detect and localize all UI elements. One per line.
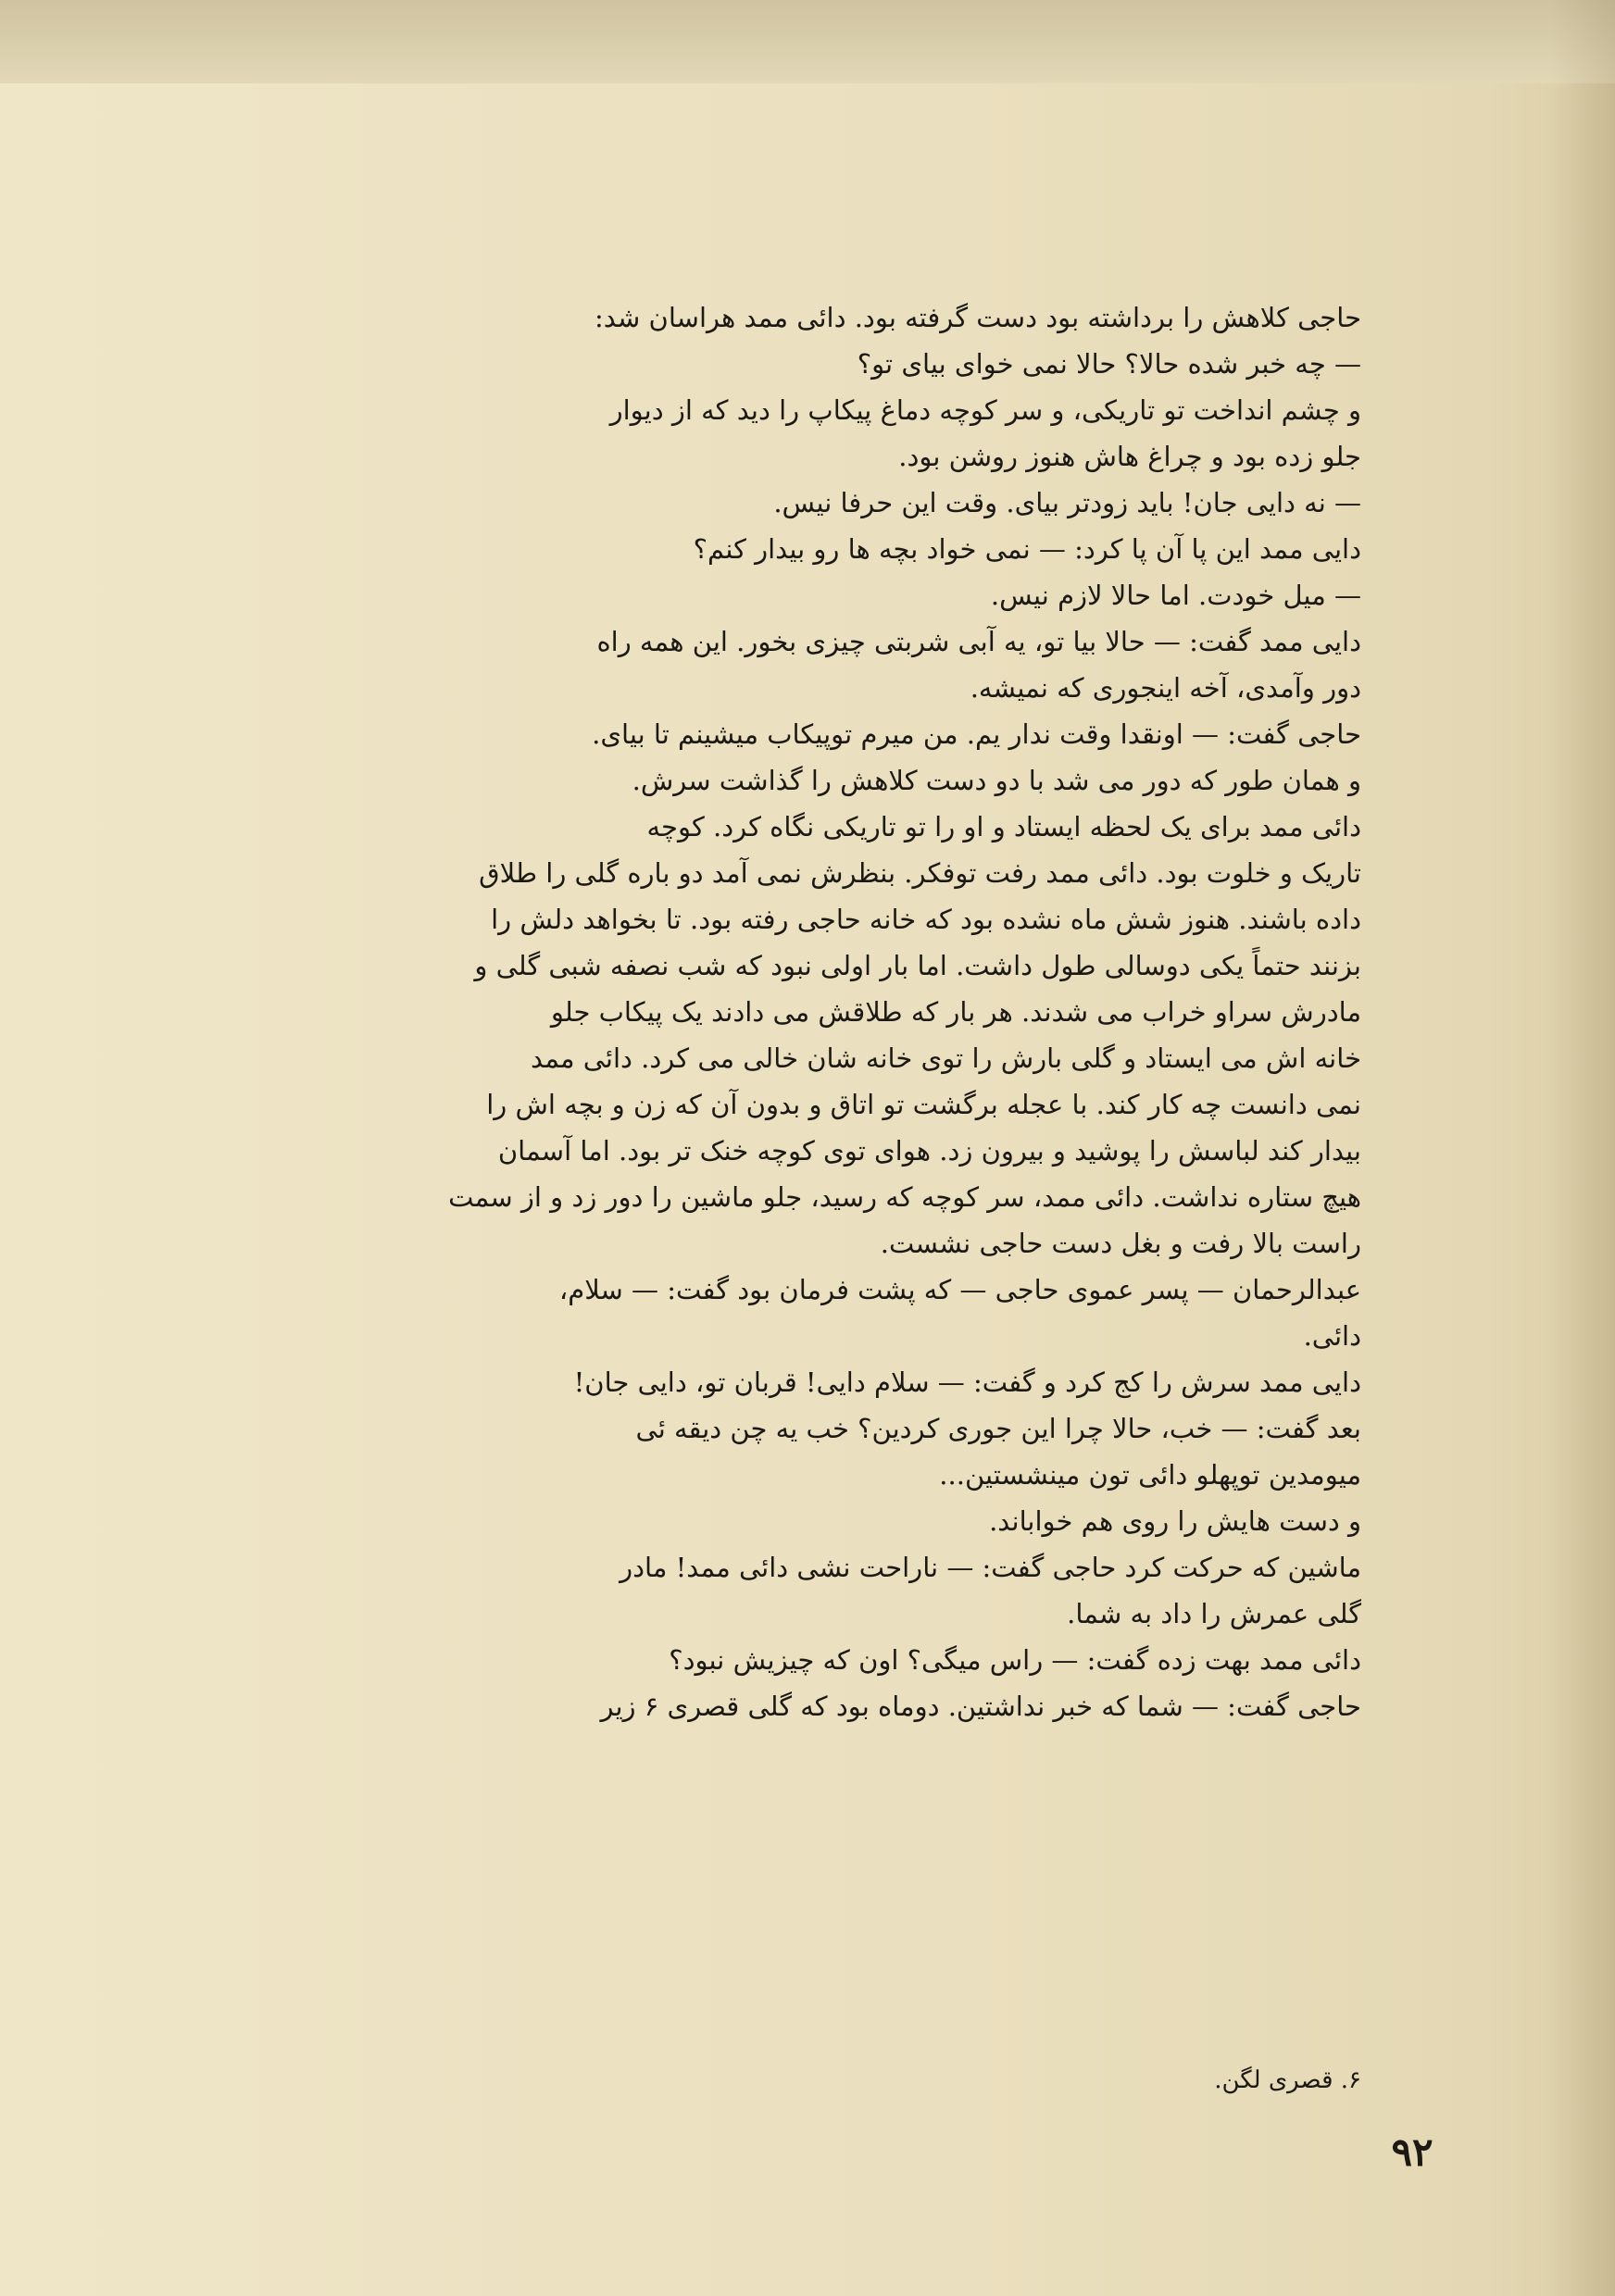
text-line: حاجی کلاهش را برداشته بود دست گرفته بود. دائی ممد هراسان شد: (595, 302, 1361, 333)
text-line: — نه دایی جان! باید زودتر بیای. وقت این حرفا نیس. (773, 487, 1361, 518)
text-line: حاجی گفت: — اونقدا وقت ندار یم. من میرم توپیکاب میشینم تا بیای. (592, 718, 1361, 750)
text-line: دائی ممد برای یک لحظه ایستاد و او را تو تاریکی نگاه کرد. کوچه (646, 811, 1361, 842)
text-line: — چه خبر شده حالا؟ حالا نمی خوای بیای تو؟ (857, 348, 1361, 380)
text-line: خانه اش می ایستاد و گلی بارش را توی خانه شان خالی می کرد. دائی ممد (531, 1042, 1361, 1074)
page-number: ۹۲ (1391, 2129, 1433, 2175)
text-line: راست بالا رفت و بغل دست حاجی نشست. (880, 1228, 1361, 1259)
text-line: دایی ممد گفت: — حالا بیا تو، یه آبی شربتی چیزی بخور. این همه راه (596, 626, 1361, 657)
text-line: تاریک و خلوت بود. دائی ممد رفت توفکر. بنظرش نمی آمد دو باره گلی را طلاق (479, 857, 1361, 889)
text-line: مادرش سراو خراب می شدند. هر بار که طلاقش می دادند یک پیکاب جلو (550, 996, 1361, 1028)
text-line: هیچ ستاره نداشت. دائی ممد، سر کوچه که رسید، جلو ماشین را دور زد و از سمت (448, 1181, 1361, 1213)
page-edge-shadow (1550, 0, 1615, 2296)
text-line: میومدین توپهلو دائی تون مینشستین... (939, 1459, 1361, 1491)
text-line: دایی ممد این پا آن پا کرد: — نمی خواد بچه ها رو بیدار کنم؟ (693, 533, 1361, 565)
text-line: دائی. (1303, 1320, 1361, 1352)
text-line: گلی عمرش را داد به شما. (1067, 1598, 1361, 1629)
text-line: داده باشند. هنوز شش ماه نشده بود که خانه حاجی رفته بود. تا بخواهد دلش را (491, 904, 1361, 935)
text-line: دائی ممد بهت زده گفت: — راس میگی؟ اون که چیزیش نبود؟ (669, 1644, 1361, 1676)
page-top-shadow (0, 0, 1615, 83)
text-line: دور وآمدی، آخه اینجوری که نمیشه. (970, 672, 1361, 704)
text-line: بزنند حتماً یکی دوسالی طول داشت. اما بار اولی نبود که شب نصفه شبی گلی و (474, 950, 1361, 981)
text-line: ماشین که حرکت کرد حاجی گفت: — ناراحت نشی دائی ممد! مادر (620, 1552, 1361, 1583)
body-text (264, 294, 1361, 1729)
footnote: ۶. قصری لگن. (1214, 2066, 1361, 2094)
text-line: نمی دانست چه کار کند. با عجله برگشت تو اتاق و بدون آن که زن و بچه اش را (486, 1089, 1361, 1120)
text-line: جلو زده بود و چراغ هاش هنوز روشن بود. (898, 441, 1361, 472)
text-line: و دست هایش را روی هم خواباند. (989, 1505, 1361, 1537)
text-line: — میل خودت. اما حالا لازم نیس. (990, 580, 1361, 611)
text-line: و چشم انداخت تو تاریکی، و سر کوچه دماغ پیکاپ را دید که از دیوار (609, 394, 1361, 426)
text-line: دایی ممد سرش را کج کرد و گفت: — سلام دایی! قربان تو، دایی جان! (573, 1366, 1361, 1398)
text-line: بیدار کند لباسش را پوشید و بیرون زد. هوای توی کوچه خنک تر بود. اما آسمان (497, 1135, 1361, 1167)
text-line: حاجی گفت: — شما که خبر نداشتین. دوماه بود که گلی قصری ۶ زیر (600, 1691, 1361, 1722)
text-line: و همان طور که دور می شد با دو دست کلاهش را گذاشت سرش. (632, 765, 1361, 796)
text-line: عبدالرحمان — پسر عموی حاجی — که پشت فرمان بود گفت: — سلام، (558, 1274, 1361, 1305)
text-line: بعد گفت: — خب، حالا چرا این جوری کردین؟ خب یه چن دیقه ئی (635, 1413, 1361, 1444)
